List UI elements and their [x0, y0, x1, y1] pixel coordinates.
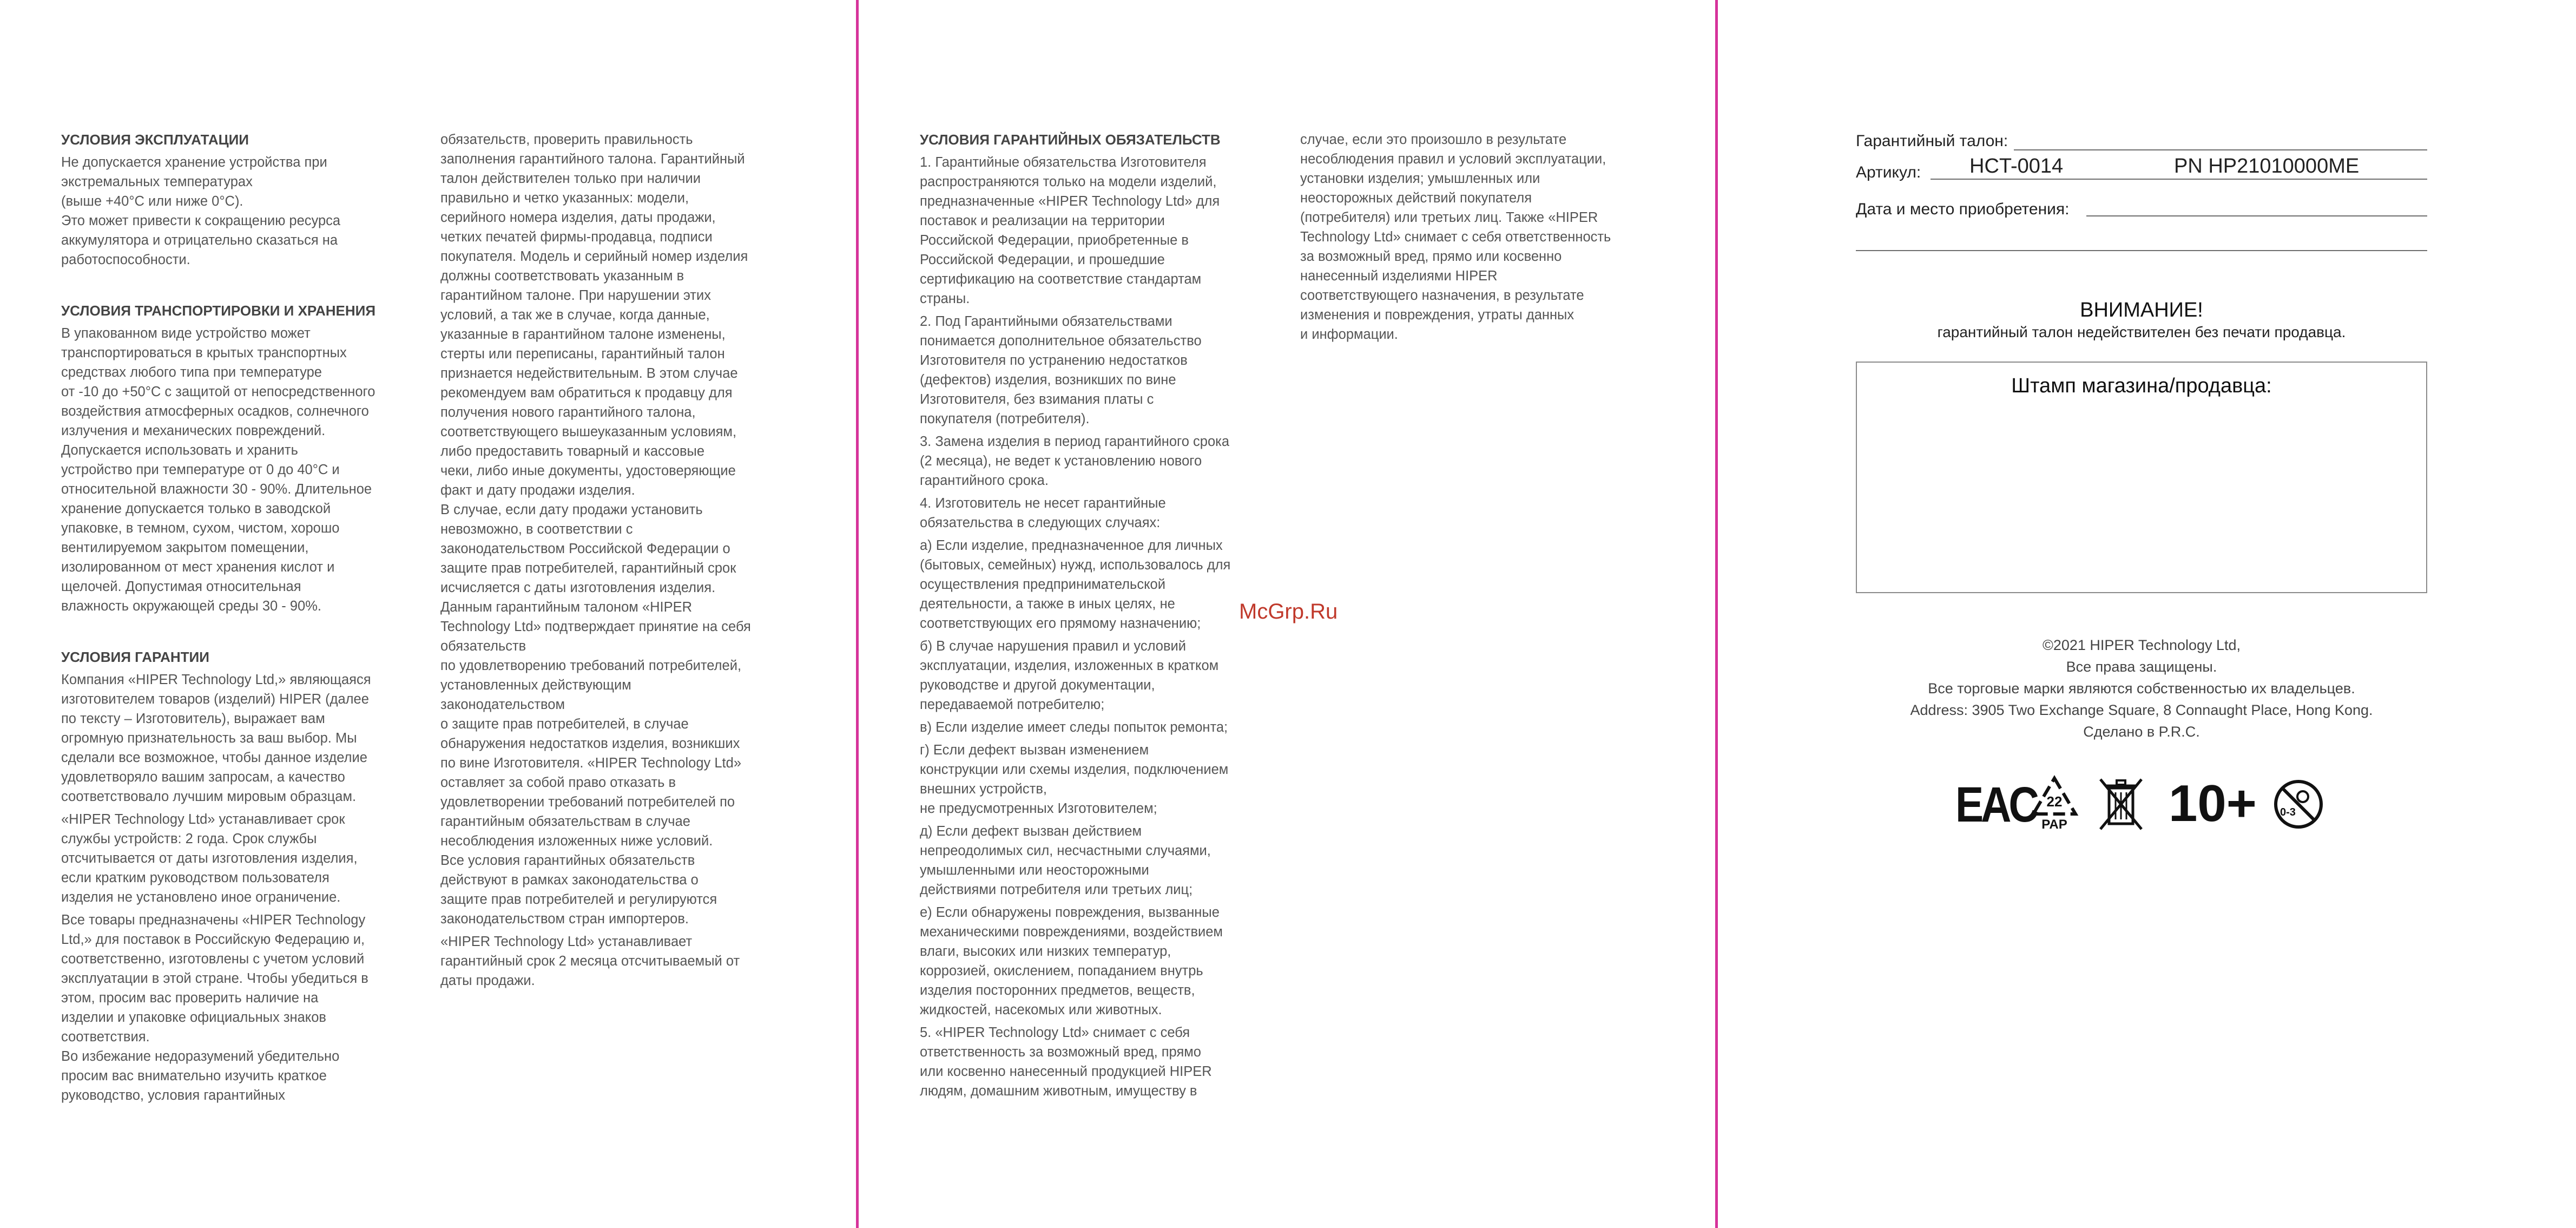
- ticket-line: [2014, 149, 2427, 150]
- footer-line-2: Все права защищены.: [2066, 659, 2217, 675]
- obligation-4c: в) Если изделие имеет следы попыток ремонта;: [920, 720, 1228, 735]
- obligation-4f: е) Если обнаружены повреждения, вызванные механическими повреждениями, воздействием влаги, высоких или низких температур, коррозией, окислением, попаданием внутрь изделия посторонних предметов, веществ, жидкостей, насекомых или животных.: [920, 905, 1223, 1017]
- watermark: McGrp.Ru: [1239, 600, 1338, 623]
- obligation-1: 1. Гарантийные обязательства Изготовителя распространяются только на модели изделий, предназначенные «HIPER Technology Ltd» для поставок и реализации на территории Российской Федерации, приобретенные в Российской Федерации, и прошедшие сертификацию на соответствие стандартам страны.: [920, 155, 1220, 306]
- eac-icon: EAC: [1955, 777, 2037, 832]
- operation-text: Не допускается хранение устройства при экстремальных температурах (выше +40°С или ниже 0°С). Это может привести к сокращению ресурса аккумулятора и отрицательно сказаться на работоспособности.: [61, 155, 341, 267]
- weee-bin-icon: [2094, 775, 2148, 835]
- footer-line-5: Сделано в P.R.C.: [2083, 724, 2200, 740]
- obligation-3: 3. Замена изделия в период гарантийного срока (2 месяца), не ведет к установлению нового гарантийного срока.: [920, 434, 1230, 488]
- warranty-text-1: Компания «HIPER Technology Ltd,» являющаяся изготовителем товаров (изделий) HIPER (далее по тексту – Изготовитель), выражает вам огромную признательность за ваш выбор. Мы сделали все возможное, чтобы данное изделие удовлетворяло вашим запросам, а качество соответствовало лучшим мировым образцам.: [61, 672, 371, 804]
- warranty-text-3: Все товары предназначены «HIPER Technology Ltd,» для поставок в Российскую Федерацию и, соответственно, изготовлены с учетом условий эксплуатации в этой стране. Чтобы убедиться в этом, просим вас проверить наличие на изделии и упаковке официальных знаков соответствия. Во избежание недоразумений убедительно просим вас внимательно изучить краткое руководство, условия гарантийных: [61, 912, 368, 1103]
- transport-text: В упакованном виде устройство может транспортироваться в крытых транспортных средствах любого типа при температуре от -10 до +50°С с защитой от непосредственного воздействия атмосферных осадков, солнечного излучения и механических повреждений. Допускается использовать и хранить устройство при температуре от 0 до 40°С и относительной влажности 30 - 90%. Длительное хранение допускается только в заводской упаковке, в темном, сухом, чистом, хорошо вентилируемом закрытом помещении, изолированном от мест хранения кислот и щелочей. Допустимая относительная влажность окружающей среды 30 - 90%.: [61, 326, 375, 614]
- footer-line-4: Address: 3905 Two Exchange Square, 8 Connaught Place, Hong Kong.: [1910, 702, 2373, 718]
- section-title-obligations: УСЛОВИЯ ГАРАНТИЙНЫХ ОБЯЗАТЕЛЬСТВ: [920, 132, 1221, 148]
- copyright-footer: [1856, 634, 2427, 743]
- stamp-label: Штамп магазина/продавца:: [2011, 375, 2272, 397]
- date-label: Дата и место приобретения:: [1856, 200, 2070, 218]
- footer-line-1: ©2021 HIPER Technology Ltd,: [2042, 637, 2241, 653]
- age-restriction-text: 0-3: [2280, 806, 2296, 818]
- warranty-text-2: «HIPER Technology Ltd» устанавливает срок службы устройств: 2 года. Срок службы отсчитывается от даты изготовления изделия, если кратким руководством пользователя изделия не установлено иное ограничение.: [61, 812, 358, 905]
- column-2: [440, 130, 819, 994]
- section-title-warranty: УСЛОВИЯ ГАРАНТИИ: [61, 649, 209, 665]
- age-rating-mark: 10+: [2169, 774, 2257, 832]
- obligation-2: 2. Под Гарантийными обязательствами понимается дополнительное обязательство Изготовителя по устранению недостатков (дефектов) изделия, возникших по вине Изготовителя, без взимания платы с покупателя (потребителя).: [920, 314, 1202, 426]
- date-line-2: [1856, 250, 2427, 251]
- obligation-4e: д) Если дефект вызван действием непреодолимых сил, несчастными случаями, умышленными или неосторожными действиями потребителя или третьих лиц;: [920, 824, 1211, 897]
- attention-text: гарантийный талон недействителен без печати продавца.: [1937, 324, 2346, 340]
- date-line: [2086, 215, 2427, 216]
- column-3: [920, 130, 1288, 1104]
- column-1: [61, 130, 429, 1108]
- column-4: [1300, 130, 1679, 347]
- section-title-operation: УСЛОВИЯ ЭКСПЛУАТАЦИИ: [61, 132, 249, 148]
- article-value: HCT-0014: [1969, 155, 2064, 178]
- recycle-code: PAP: [2041, 817, 2067, 832]
- warranty-period-text: «HIPER Technology Ltd» устанавливает гарантийный срок 2 месяца отсчитываемый от даты продажи.: [440, 934, 740, 988]
- fold-line-left: [856, 0, 859, 1228]
- obligation-4d: г) Если дефект вызван изменением конструкции или схемы изделия, подключением внешних устройств, не предусмотренных Изготовителем;: [920, 743, 1229, 816]
- recycle-pap-icon: [2030, 775, 2079, 835]
- stamp-box: [1856, 362, 2427, 593]
- article-label: Артикул:: [1856, 163, 1921, 181]
- obligation-4b: б) В случае нарушения правил и условий эксплуатации, изделия, изложенных в кратком руководстве и другой документации, передаваемой потребителю;: [920, 639, 1219, 712]
- section-title-transport: УСЛОВИЯ ТРАНСПОРТИРОВКИ И ХРАНЕНИЯ: [61, 303, 376, 319]
- obligation-5: 5. «HIPER Technology Ltd» снимает с себя ответственность за возможный вред, прямо или косвенно нанесенный продукцией HIPER людям, домашним животным, имуществу в: [920, 1025, 1212, 1099]
- warranty-conditions-text: обязательств, проверить правильность заполнения гарантийного талона. Гарантийный талон действителен только при наличии правильно и четко указанных: модели, серийного номера изделия, даты продажи, четких печатей фирмы-продавца, подписи покупателя. Модель и серийный номер изделия должны соответствовать указанным в гарантийном талоне. При нарушении этих условий, а так же в случае, когда данные, указанные в гарантийном талоне изменены, стерты или переписаны, гарантийный талон признается недействительным. В этом случае рекомендуем вам обратиться к продавцу для получения нового гарантийного талона, соответствующего вышеуказанным условиям, либо предоставить товарный и кассовые чеки, либо иные документы, удостоверяющие факт и дату продажи изделия. В случае, если дату продажи установить невозможно, в соответствии с законодательством Российской Федерации о защите прав потребителей, гарантийный срок исчисляется с даты изготовления изделия. Данным гарантийным талоном «HIPER Technology Ltd» подтверждает принятие на себя обязательств по удовлетворению требований потребителей, установленных действующим законодательством о защите прав потребителей, в случае обнаружения недостатков изделия, возникших по вине Изготовителя. «HIPER Technology Ltd» оставляет за собой право отказать в удовлетворении требований потребителей по гарантийным обязательствам в случае несоблюдения изложенных ниже условий. Все условия гарантийных обязательств действуют в рамках законодательства о защите прав потребителей и регулируются законодательством стран импортеров.: [440, 132, 751, 927]
- obligation-4a: а) Если изделие, предназначенное для личных (бытовых, семейных) нужд, использовалось для осуществления предпринимательской деятельности, а также в иных целях, не соответствующих его прямому назначению;: [920, 538, 1231, 631]
- footer-line-3: Все торговые марки являются собственностью их владельцев.: [1928, 680, 2355, 697]
- attention-title: ВНИМАНИЕ!: [2080, 299, 2203, 321]
- recycle-number: 22: [2046, 793, 2063, 810]
- obligation-5-continued: случае, если это произошло в результате несоблюдения правил и условий эксплуатации, установки изделия; умышленных или неосторожных действий покупателя (потребителя) или третьих лиц. Также «HIPER Technology Ltd» снимает с себя ответственность за возможный вред, прямо или косвенно нанесенный изделиями HIPER соответствующего назначения, в результате изменения и повреждения, утраты данных и информации.: [1300, 132, 1611, 342]
- article-line: [1931, 179, 2427, 180]
- ticket-label: Гарантийный талон:: [1856, 132, 2008, 150]
- no-small-children-icon: [2272, 778, 2324, 830]
- pn-value: PN HP21010000ME: [2174, 155, 2360, 178]
- fold-line-right: [1715, 0, 1718, 1228]
- obligation-4: 4. Изготовитель не несет гарантийные обязательства в следующих случаях:: [920, 496, 1166, 530]
